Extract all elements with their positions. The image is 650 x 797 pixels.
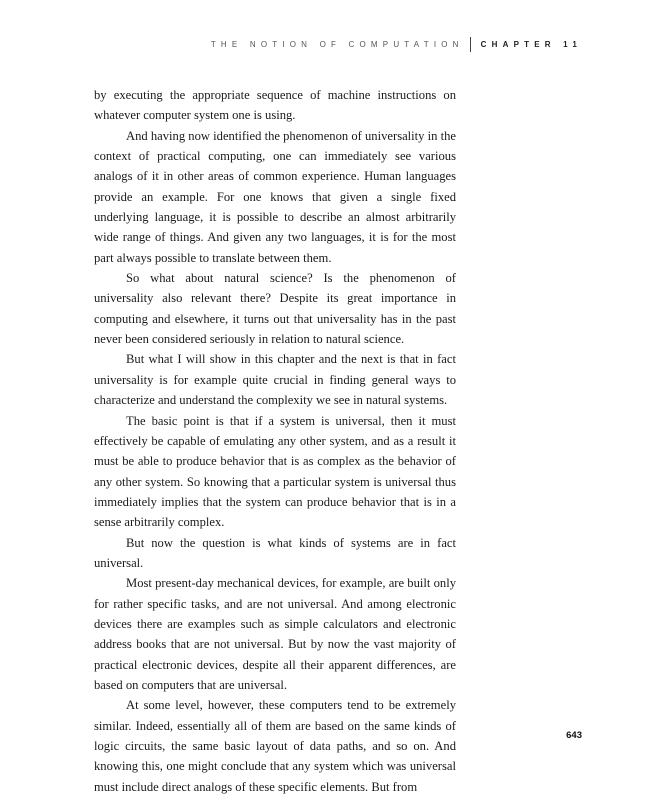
paragraph: But what I will show in this chapter and the next is that in fact universality is for example quite crucial in finding general ways to characterize and understand the complexity we see in natural systems. [94, 352, 456, 408]
page-number: 643 [566, 730, 582, 741]
paragraph: At some level, however, these computers tend to be extremely similar. Indeed, essentially all of them are based on the same kinds of logic circuits, the same basic layout of data paths, and so on. And knowing this, one might conclude that any system which was universal must include direct analogs of these specific elements. But from [94, 698, 456, 794]
running-head [211, 37, 582, 52]
running-head-chapter: CHAPTER 11 [480, 40, 582, 49]
paragraph: by executing the appropriate sequence of machine instructions on whatever computer system one is using. [94, 88, 456, 123]
paragraph: So what about natural science? Is the phenomenon of universality also relevant there? Despite its great importance in computing and elsewhere, it turns out that universality has in the past never been considered seriously in relation to natural science. [94, 271, 456, 347]
body-text [94, 85, 456, 797]
running-head-divider [470, 37, 471, 52]
paragraph: And having now identified the phenomenon of universality in the context of practical computing, one can immediately see various analogs of it in other areas of common experience. Human languages provide an example. For one knows that given a single fixed underlying language, it is possible to describe an almost arbitrarily wide range of things. And given any two languages, it is for the most part always possible to translate between them. [94, 128, 456, 265]
paragraph: The basic point is that if a system is universal, then it must effectively be capable of emulating any other system, and as a result it must be able to produce behavior that is as complex as the behavior of any other system. So knowing that a particular system is universal thus immediately implies that the system can produce behavior that is in a sense arbitrarily complex. [94, 413, 456, 530]
running-head-section: THE NOTION OF COMPUTATION [210, 40, 464, 49]
paragraph: But now the question is what kinds of systems are in fact universal. [94, 535, 456, 570]
paragraph: Most present-day mechanical devices, for example, are built only for rather specific tasks, and are not universal. And among electronic devices there are examples such as simple calculators and electronic address books that are not universal. But by now the vast majority of practical electronic devices, despite all their apparent differences, are based on computers that are universal. [94, 576, 456, 692]
